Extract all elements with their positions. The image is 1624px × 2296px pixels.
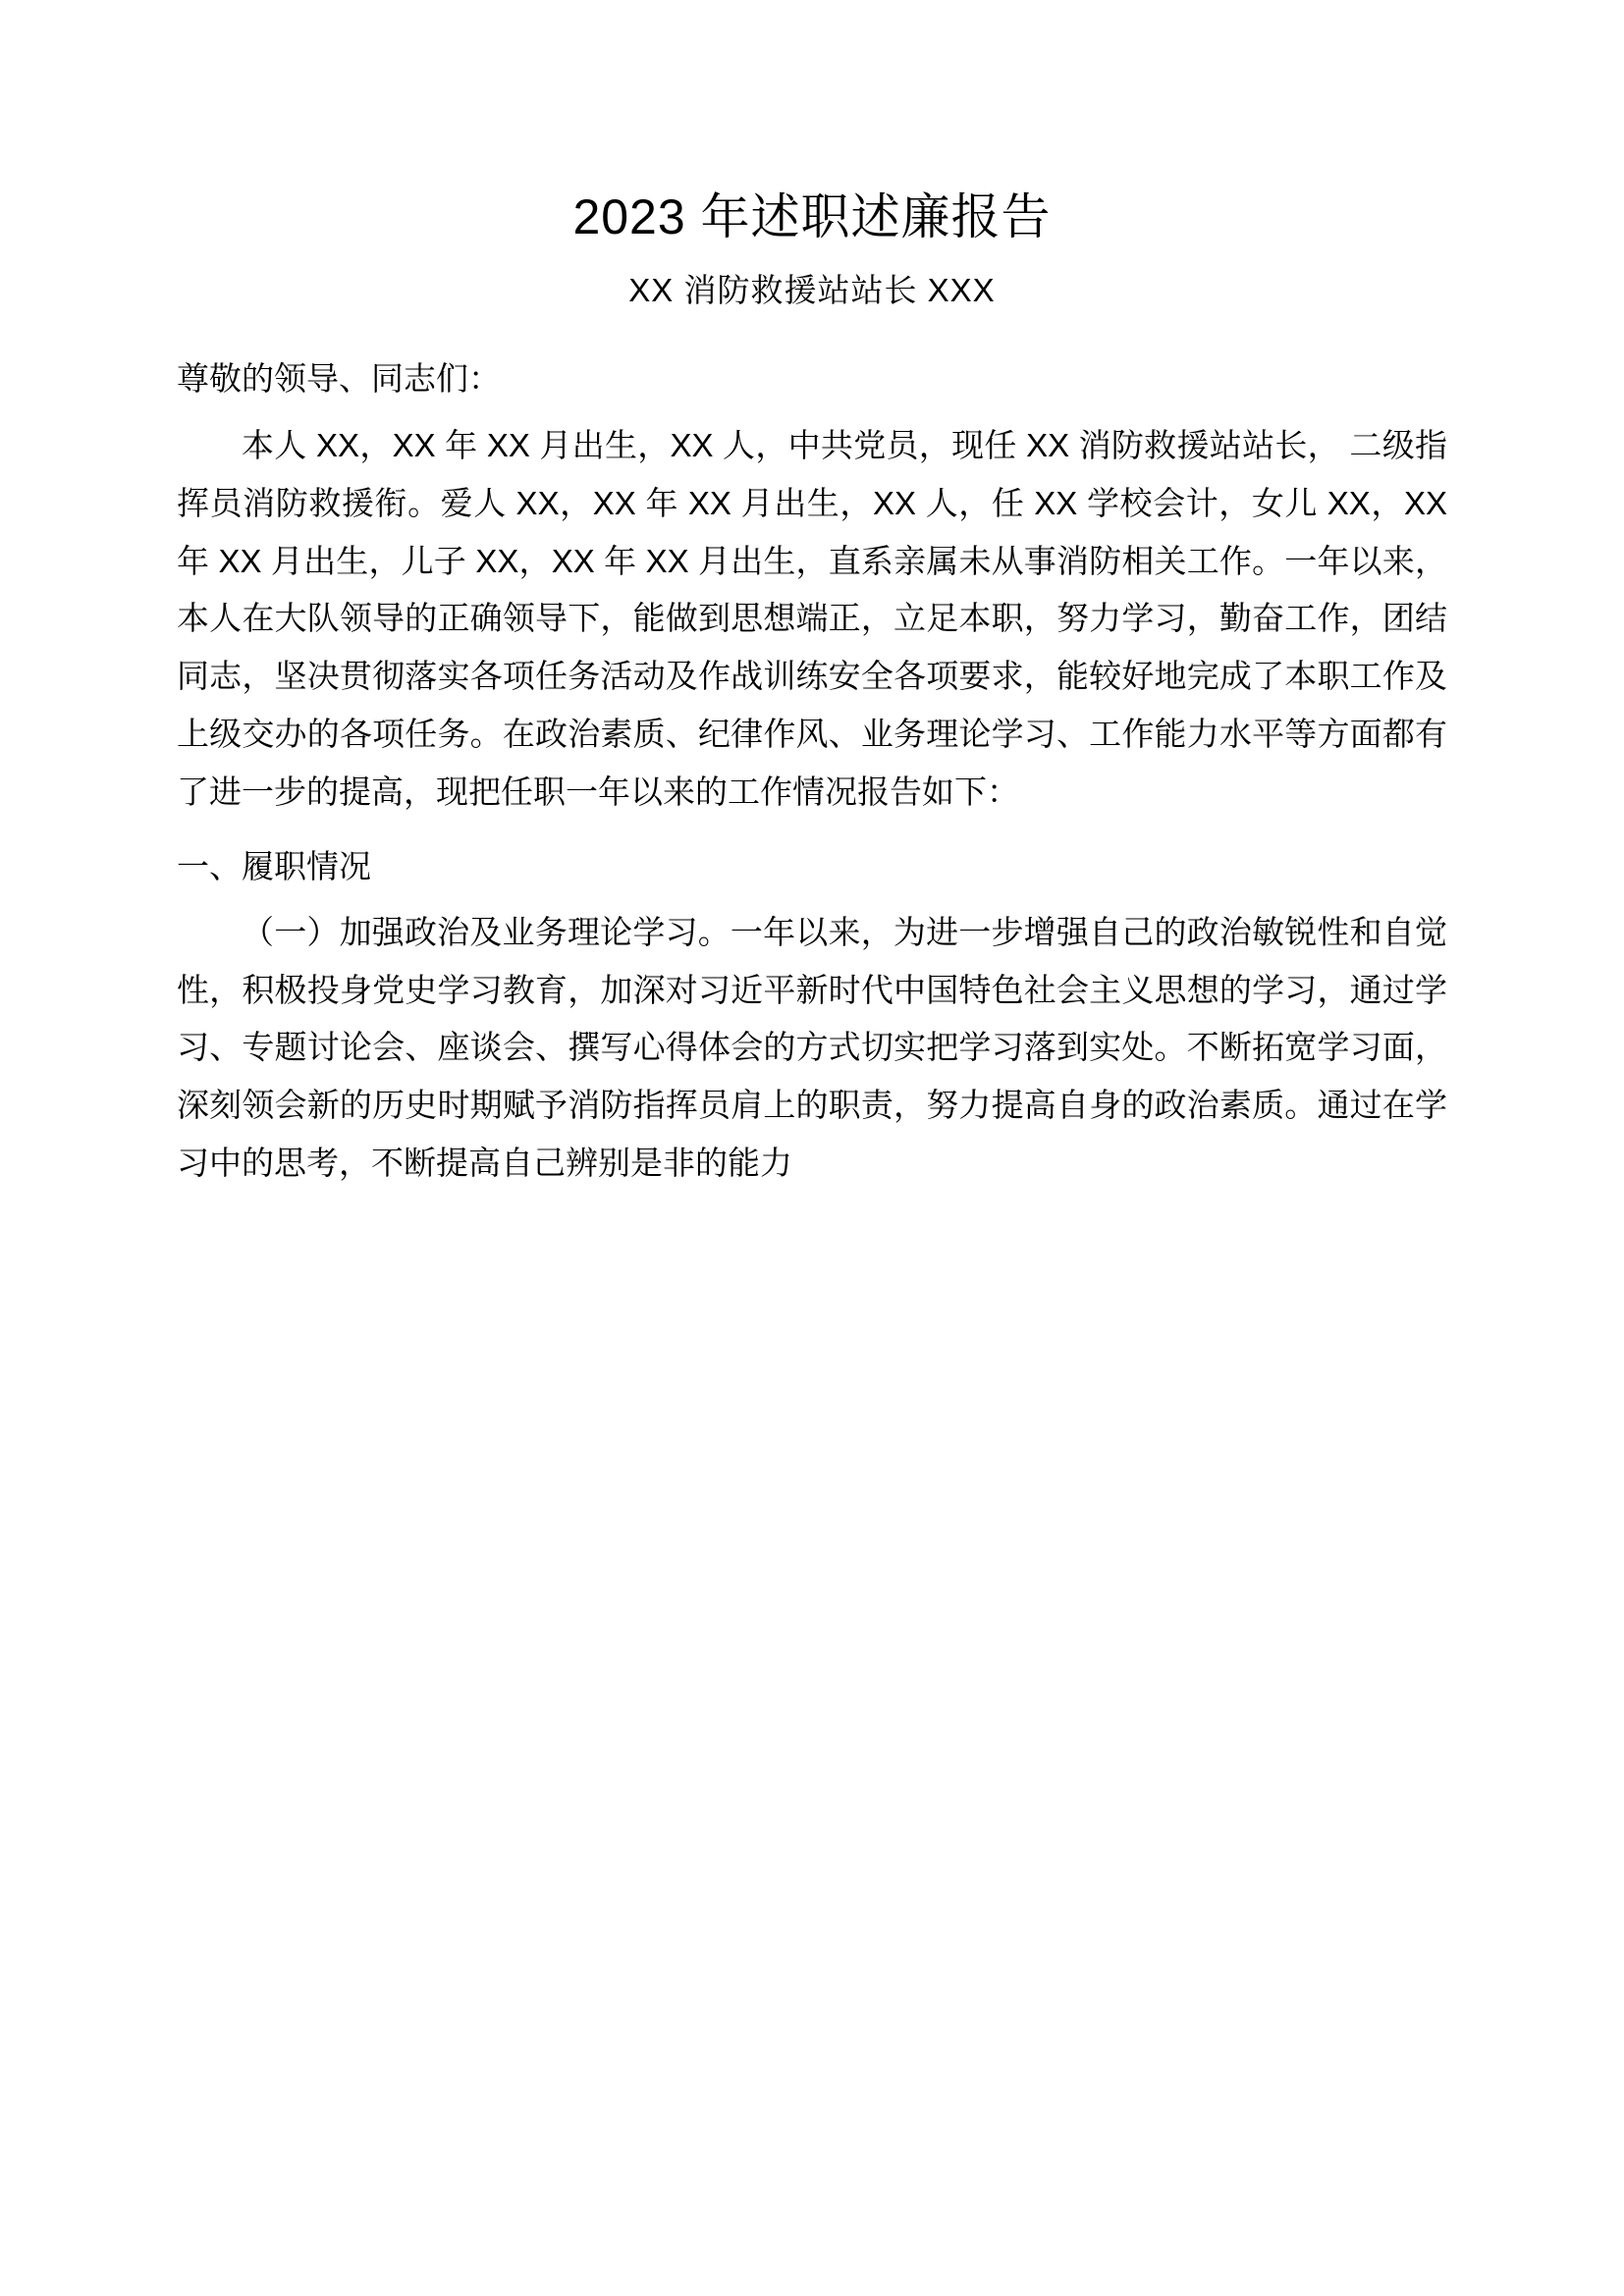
body-paragraph: 本人 XX，XX 年 XX 月出生，XX 人，中共党员，现任 XX 消防救援站站长， 二级指挥员消防救援衔。爱人 XX，XX 年 XX 月出生，XX 人，任 XX 学校会计，女儿 XX，XX 年 XX 月出生，儿子 XX，XX 年 XX 月出生，直系亲属未从事消防相关工作。一年以来，本人在大队领导的正确领导下，能做到思想端正，立足本职，努力学习，勤奋工作，团结同志，坚决贯彻落实各项任务活动及作战训练安全各项要求，能较好地完成了本职工作及上级交办的各项任务。在政治素质、纪律作风、业务理论学习、工作能力水平等方面都有了进一步的提高，现把任职一年以来的工作情况报告如下：: [177, 427, 1447, 810]
salutation: 尊敬的领导、同志们：: [177, 360, 501, 398]
page-title: 2023 年述职述廉报告: [572, 189, 1052, 244]
section-heading: 一、履职情况: [177, 848, 371, 885]
body-paragraph: （一）加强政治及业务理论学习。一年以来，为进一步增强自己的政治敏锐性和自觉性，积极投身党史学习教育，加深对习近平新时代中国特色社会主义思想的学习，通过学习、专题讨论会、座谈会、撰写心得体会的方式切实把学习落到实处。不断拓宽学习面，深刻领会新的历史时期赋予消防指挥员肩上的职责，努力提高自身的政治素质。通过在学习中的思考，不断提高自己辨别是非的能力: [177, 914, 1447, 1181]
document-subtitle: XX 消防救援站站长 XXX: [628, 271, 996, 308]
